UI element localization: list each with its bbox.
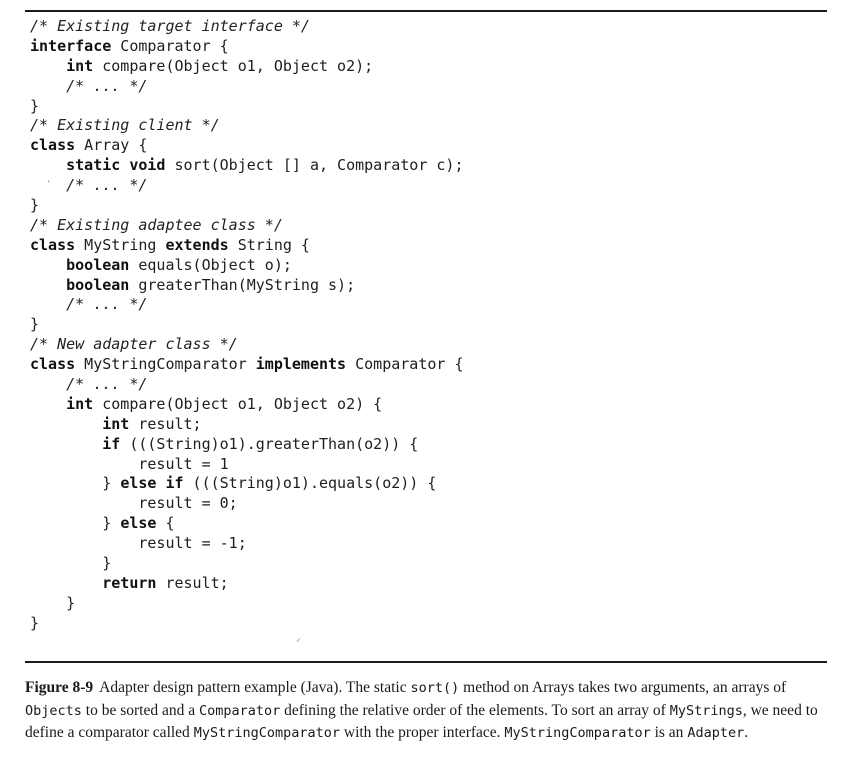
code-line [30,196,820,216]
code-line [30,77,820,97]
scan-speck: · [47,177,51,188]
code-line [30,415,820,435]
code-comment: /* Existing client */ [30,116,220,135]
code-comment: /* ... */ [66,375,148,394]
code-line [30,176,820,196]
code-line [30,594,820,614]
code-line [30,395,820,415]
code-text [30,295,66,313]
code-text: compare(Object o1, Object o2); [93,56,374,75]
code-line [30,514,820,534]
code-text: } [30,315,40,334]
code-line [30,574,820,594]
code-comment: /* ... */ [66,76,148,95]
code-text: result; [129,414,202,433]
code-line [30,534,820,554]
code-text [30,375,66,393]
caption-run: . [744,724,749,741]
code-text: equals(Object o); [129,255,292,274]
code-text: } [30,554,112,573]
figure-caption [25,677,831,745]
code-text: MyStringComparator [75,355,256,374]
code-keyword: int [102,414,130,433]
code-line [30,455,820,475]
code-text: compare(Object o1, Object o2) { [93,394,383,413]
code-comment: /* Existing target interface */ [30,17,310,35]
code-line [30,97,820,117]
code-line [30,295,820,315]
code-line [30,37,820,57]
code-text: Array { [75,136,148,155]
code-text [30,57,66,75]
code-text [30,435,102,453]
caption-code-term: MyStringComparator [504,725,651,741]
code-comment: /* New adapter class */ [30,335,238,354]
code-text: sort(Object [] a, Comparator c); [165,156,464,175]
code-line [30,116,820,136]
figure-label: Figure 8-9 [25,679,94,696]
scan-speck: ⸝ [296,633,301,644]
code-line [30,216,820,236]
code-line [30,335,820,355]
code-line [30,156,820,176]
code-line [30,315,820,335]
caption-code-term: MyStringComparator [193,725,340,741]
code-line [30,614,820,634]
caption-code-term: sort() [410,680,460,696]
code-line [30,17,820,37]
code-keyword: if [102,434,121,453]
code-line [30,236,820,256]
caption-run: defining the relative order of the elements. To sort an array of [280,701,670,719]
caption-run: with the proper interface. [340,724,505,741]
code-keyword: static void [66,156,166,175]
code-text: } [30,593,76,612]
caption-code-term: Adapter [687,725,745,741]
code-keyword: int [66,394,94,413]
code-keyword: else [120,514,157,533]
code-text: } [30,196,40,215]
code-text: MyString [75,235,166,254]
code-line [30,136,820,156]
code-keyword: interface [30,36,112,55]
code-text: { [156,514,175,533]
code-line [30,276,820,296]
code-text [30,156,66,174]
code-keyword: extends [165,235,229,254]
code-keyword: boolean [66,255,130,274]
code-text [30,574,102,592]
caption-text [25,679,818,741]
code-line [30,474,820,494]
caption-run: to be sorted and a [81,701,199,719]
code-text: result = 1 [30,454,229,473]
code-listing [30,17,820,634]
code-text: (((String)o1).equals(o2)) { [183,474,437,493]
code-text: result; [156,573,229,592]
code-keyword: int [66,56,94,75]
caption-code-term: Comparator [198,702,281,719]
code-text: } [30,96,40,115]
caption-run: Adapter design pattern example (Java). The static [99,679,411,696]
caption-run: is an [650,724,688,741]
code-keyword: return [102,573,157,592]
code-text: } [30,514,121,533]
code-line [30,355,820,375]
code-keyword: boolean [66,275,130,294]
code-line [30,375,820,395]
code-line [30,256,820,276]
caption-code-term: MyStrings [669,702,743,719]
code-text: result = -1; [30,534,247,553]
code-keyword: else if [120,474,184,493]
caption-code-term: Objects [25,702,82,719]
code-line [30,554,820,574]
code-text: result = 0; [30,494,238,513]
code-text [30,415,102,433]
code-text: Comparator { [346,355,464,374]
top-rule [25,10,827,12]
code-text: String { [228,235,310,254]
code-text: } [30,474,121,493]
code-text [30,256,66,274]
code-text [30,395,66,413]
code-text [30,276,66,294]
code-line [30,57,820,77]
code-comment: /* ... */ [66,176,148,195]
caption-rule [25,661,827,663]
code-keyword: class [30,355,76,374]
caption-run: method on Arrays takes two arguments, an arrays of [459,679,787,696]
code-keyword: class [30,136,76,155]
code-line [30,494,820,514]
code-text: } [30,613,40,632]
code-line [30,435,820,455]
code-comment: /* ... */ [66,295,148,314]
code-text: greaterThan(MyString s); [129,275,356,294]
code-keyword: implements [255,355,347,374]
code-text [30,77,66,95]
code-text: (((String)o1).greaterThan(o2)) { [120,434,419,453]
code-text: Comparator { [111,36,229,55]
caption-run: , we need to define a comparator called [25,701,818,741]
code-keyword: class [30,235,76,254]
code-comment: /* Existing adaptee class */ [30,215,283,234]
